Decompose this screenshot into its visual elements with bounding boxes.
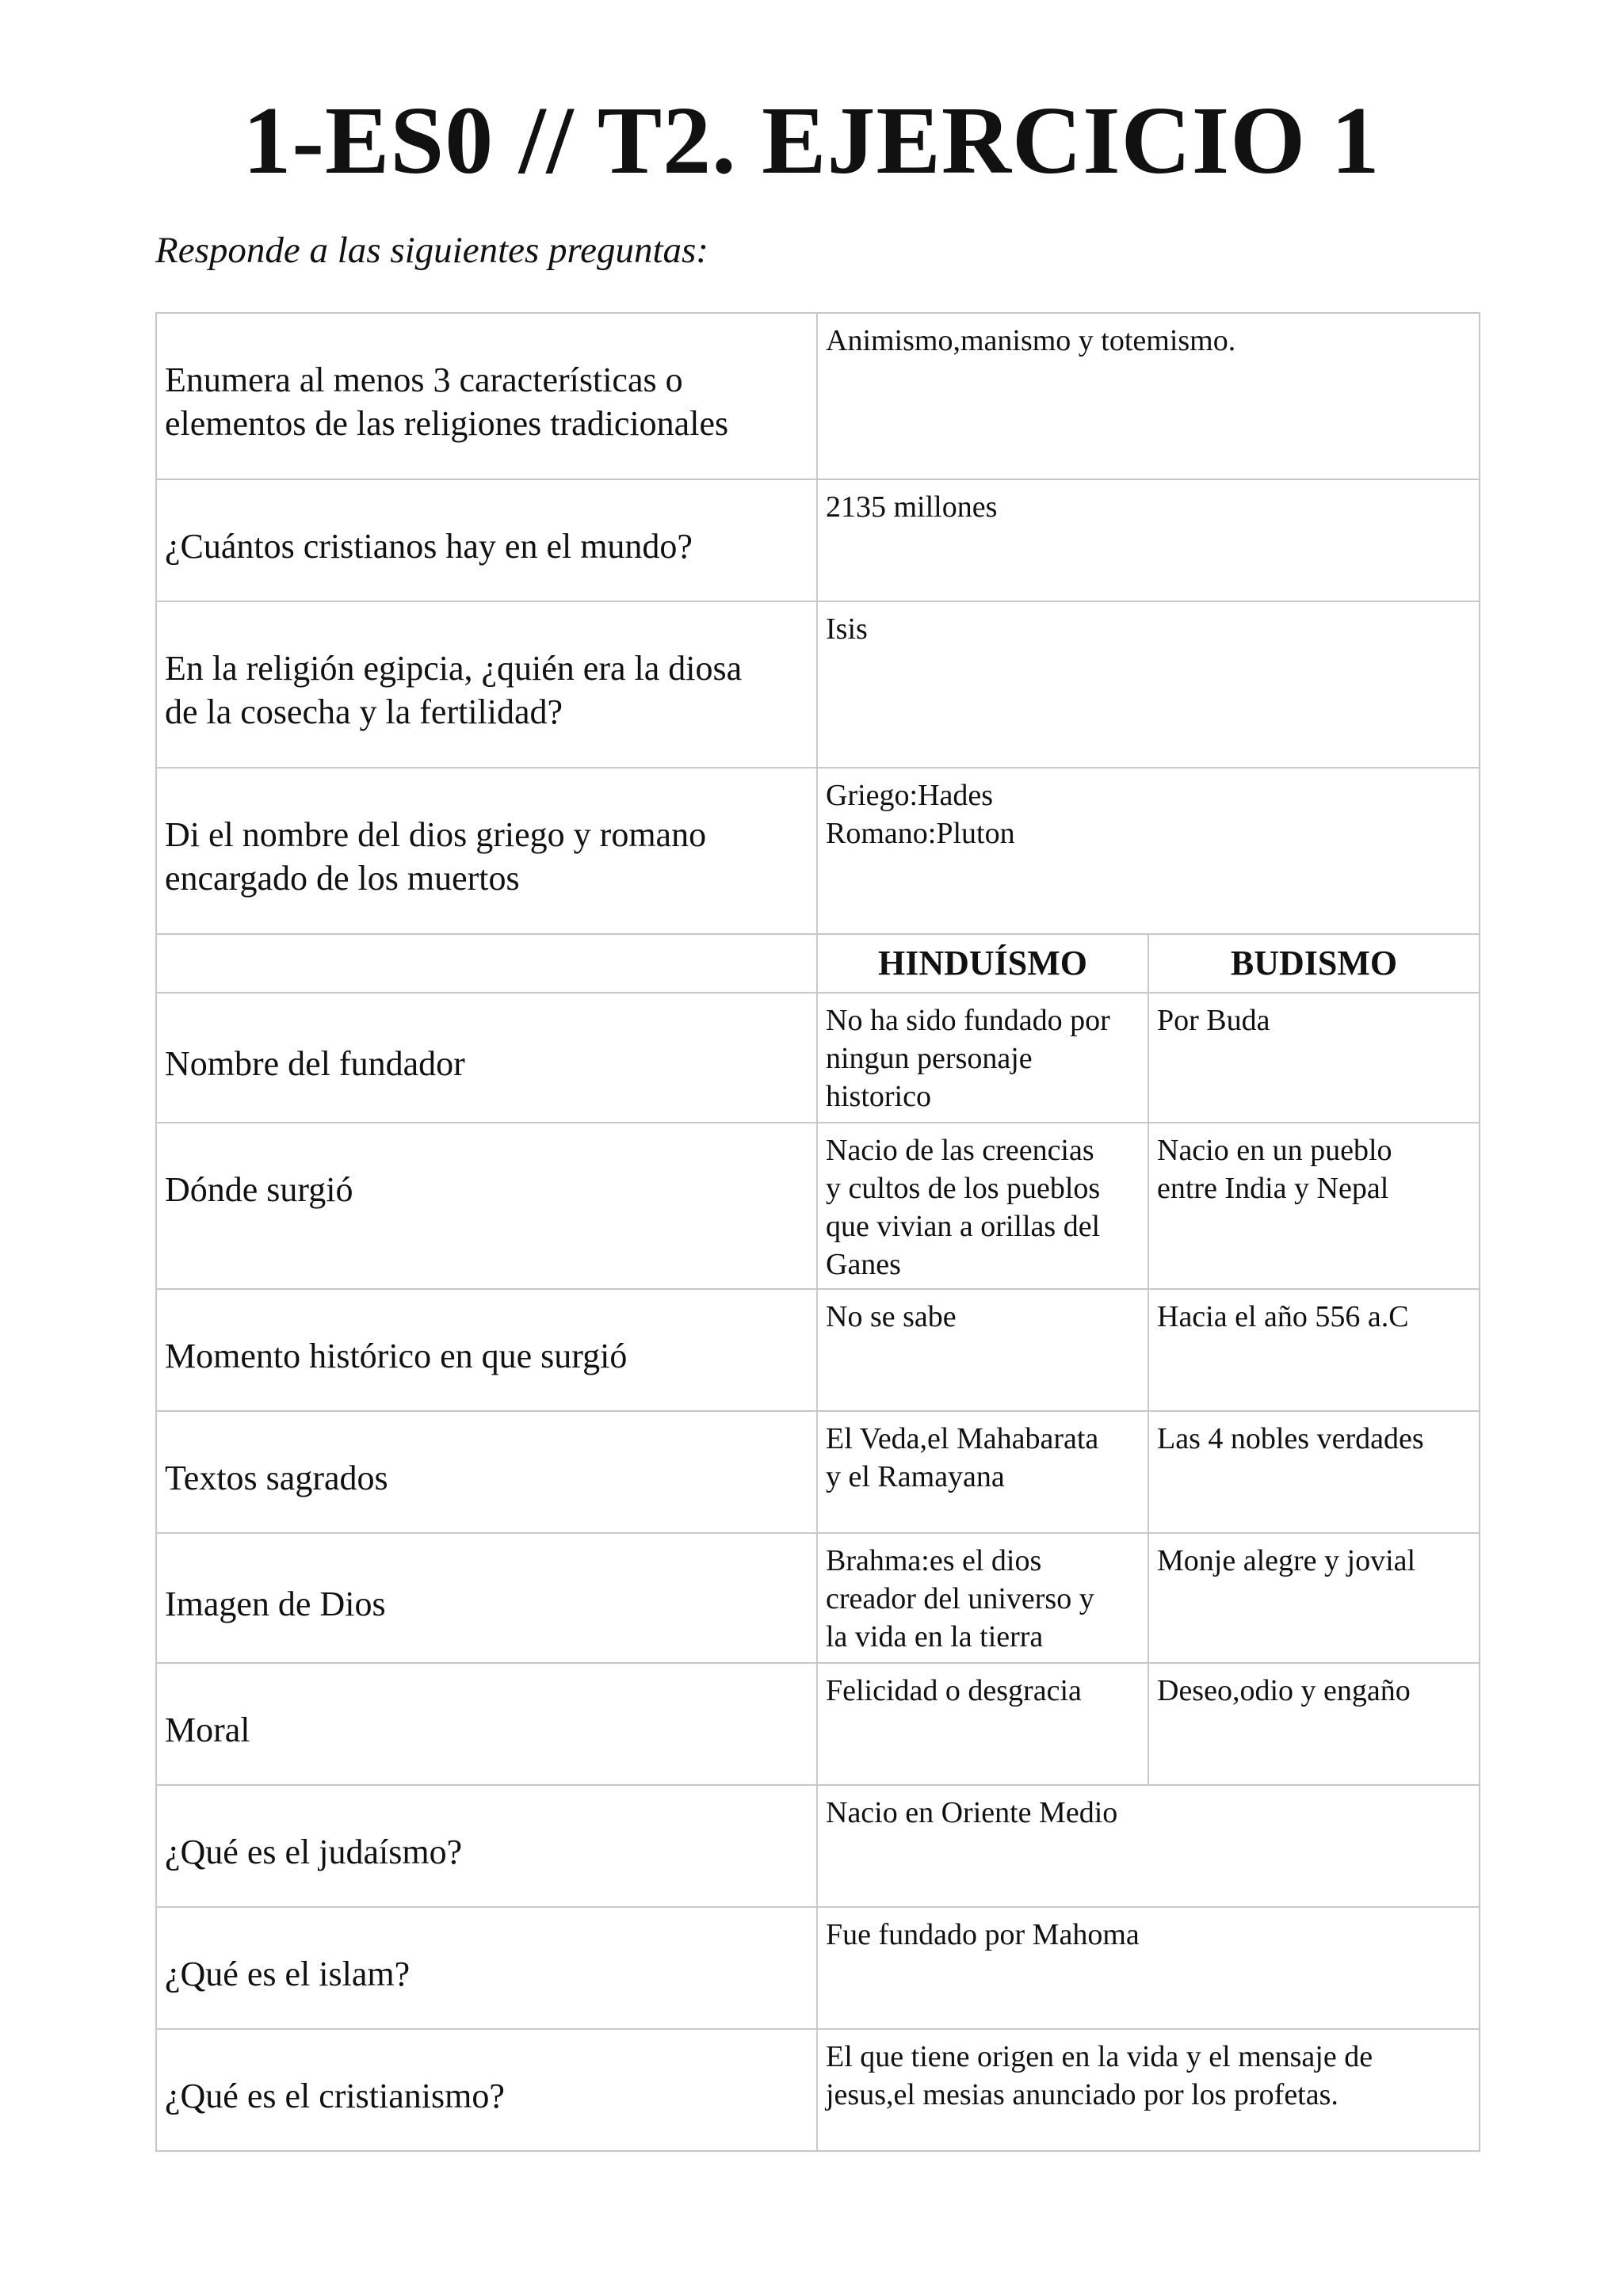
table-row [156,1663,1480,1785]
answer-cell[interactable]: Fue fundado por Mahoma [817,1907,1480,2029]
budismo-cell[interactable]: Monje alegre y jovial [1148,1533,1480,1663]
table-row [156,2029,1480,2151]
row-label: Imagen de Dios [156,1533,817,1663]
question-cell: ¿Qué es el judaísmo? [156,1785,817,1907]
table-row [156,993,1480,1123]
hinduismo-cell[interactable]: No ha sido fundado por ningun personaje historico [817,993,1148,1123]
table-row [156,1123,1480,1289]
table-row [156,601,1480,768]
row-label: Dónde surgió [156,1123,817,1289]
instructions: Responde a las siguientes preguntas: [155,230,708,271]
row-label: Nombre del fundador [156,993,817,1123]
answer-cell[interactable]: Nacio en Oriente Medio [817,1785,1480,1907]
empty-header-cell [156,934,817,993]
table-row [156,313,1480,479]
table-row [156,1289,1480,1411]
table-row [156,1411,1480,1533]
worksheet-table [155,312,1480,2152]
budismo-cell[interactable]: Nacio en un pueblo entre India y Nepal [1148,1123,1480,1289]
question-cell: ¿Cuántos cristianos hay en el mundo? [156,479,817,601]
question-cell: ¿Qué es el islam? [156,1907,817,2029]
answer-cell[interactable]: Animismo,manismo y totemismo. [817,313,1480,479]
answer-cell[interactable]: Griego:Hades Romano:Pluton [817,768,1480,934]
budismo-cell[interactable]: Hacia el año 556 a.C [1148,1289,1480,1411]
header-budismo: BUDISMO [1148,934,1480,993]
hinduismo-cell[interactable]: El Veda,el Mahabarata y el Ramayana [817,1411,1148,1533]
answer-cell[interactable]: El que tiene origen en la vida y el mensaje de jesus,el mesias anunciado por los profetas. [817,2029,1480,2151]
row-label: Momento histórico en que surgió [156,1289,817,1411]
hinduismo-cell[interactable]: Brahma:es el dios creador del universo y la vida en la tierra [817,1533,1148,1663]
comparison-header-row [156,934,1480,993]
answer-cell[interactable]: Isis [817,601,1480,768]
table-row [156,479,1480,601]
row-label: Moral [156,1663,817,1785]
row-label: Textos sagrados [156,1411,817,1533]
table-row [156,1785,1480,1907]
hinduismo-cell[interactable]: Nacio de las creencias y cultos de los pueblos que vivian a orillas del Ganes [817,1123,1148,1289]
table-row [156,1907,1480,2029]
budismo-cell[interactable]: Deseo,odio y engaño [1148,1663,1480,1785]
budismo-cell[interactable]: Por Buda [1148,993,1480,1123]
table-row [156,1533,1480,1663]
hinduismo-cell[interactable]: Felicidad o desgracia [817,1663,1148,1785]
header-hinduismo: HINDUÍSMO [817,934,1148,993]
question-cell: En la religión egipcia, ¿quién era la diosa de la cosecha y la fertilidad? [156,601,817,768]
question-cell: Di el nombre del dios griego y romano encargado de los muertos [156,768,817,934]
hinduismo-cell[interactable]: No se sabe [817,1289,1148,1411]
page-title: 1-ES0 // T2. EJERCICIO 1 [242,87,1381,194]
answer-cell[interactable]: 2135 millones [817,479,1480,601]
question-cell: Enumera al menos 3 características o elementos de las religiones tradicionales [156,313,817,479]
budismo-cell[interactable]: Las 4 nobles verdades [1148,1411,1480,1533]
question-cell: ¿Qué es el cristianismo? [156,2029,817,2151]
table-row [156,768,1480,934]
